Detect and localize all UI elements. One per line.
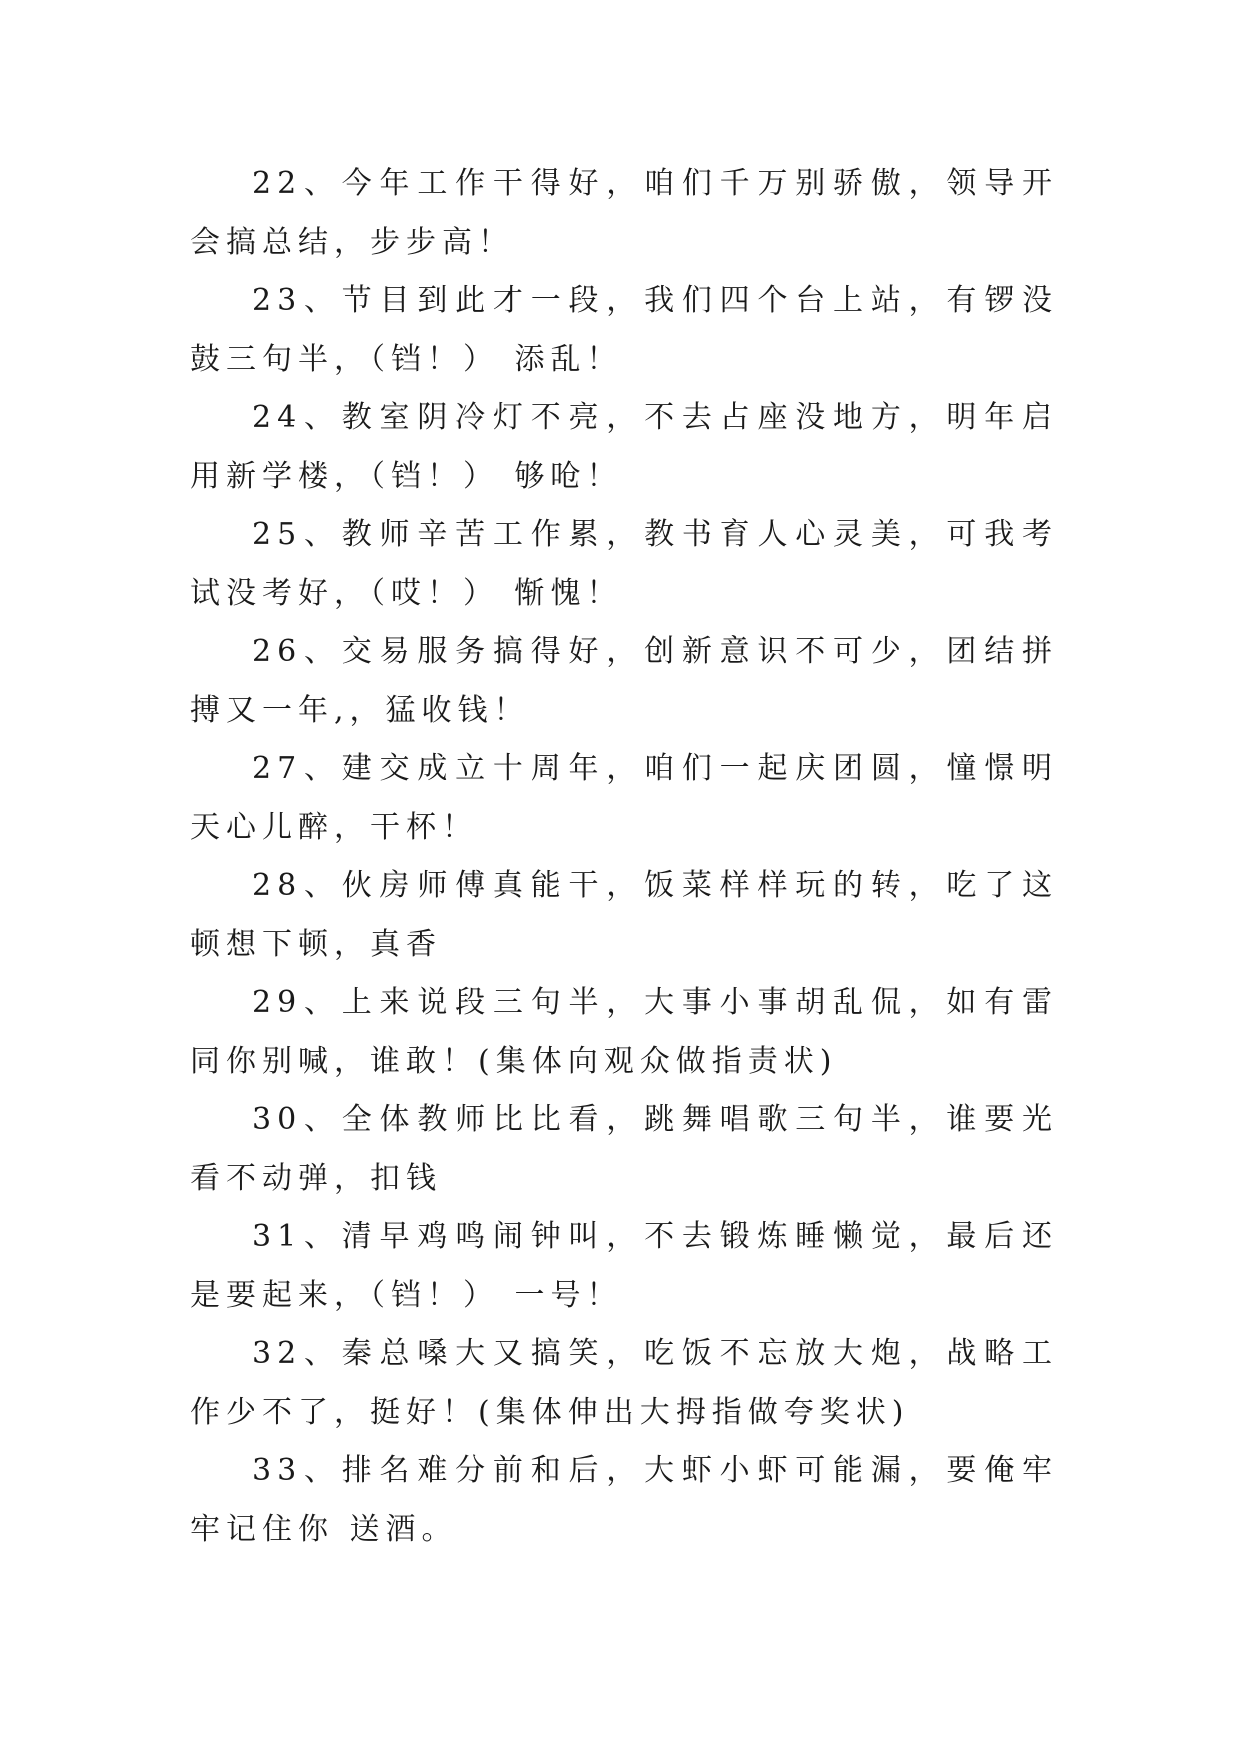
paragraph-23: 23、节目到此才一段，我们四个台上站，有锣没鼓三句半，（铛！） 添乱！ [190,283,1058,377]
paragraph-27: 27、建交成立十周年，咱们一起庆团圆，憧憬明天心儿醉，干杯！ [190,751,1058,845]
paragraph-24: 24、教室阴冷灯不亮，不去占座没地方，明年启用新学楼，（铛！） 够呛！ [190,400,1058,494]
paragraph-25: 25、教师辛苦工作累，教书育人心灵美，可我考试没考好，（哎！） 惭愧！ [190,517,1058,611]
paragraph-29: 29、上来说段三句半，大事小事胡乱侃，如有雷同你别喊，谁敢！(集体向观众做指责状) [190,985,1058,1079]
paragraph-22: 22、今年工作干得好，咱们千万别骄傲，领导开会搞总结，步步高！ [190,166,1058,260]
paragraph-30: 30、全体教师比比看，跳舞唱歌三句半，谁要光看不动弹，扣钱 [190,1102,1058,1196]
document-body [190,155,1058,1559]
paragraph-33: 33、排名难分前和后，大虾小虾可能漏，要俺牢牢记住你 送酒。 [190,1453,1058,1547]
paragraph-31: 31、清早鸡鸣闹钟叫，不去锻炼睡懒觉，最后还是要起来，（铛！） 一号！ [190,1219,1058,1313]
paragraph-26: 26、交易服务搞得好，创新意识不可少，团结拼搏又一年,，猛收钱！ [190,634,1058,728]
paragraph-32: 32、秦总嗓大又搞笑，吃饭不忘放大炮，战略工作少不了，挺好！(集体伸出大拇指做夸奖状) [190,1336,1058,1430]
paragraph-28: 28、伙房师傅真能干，饭菜样样玩的转，吃了这顿想下顿，真香 [190,868,1058,962]
